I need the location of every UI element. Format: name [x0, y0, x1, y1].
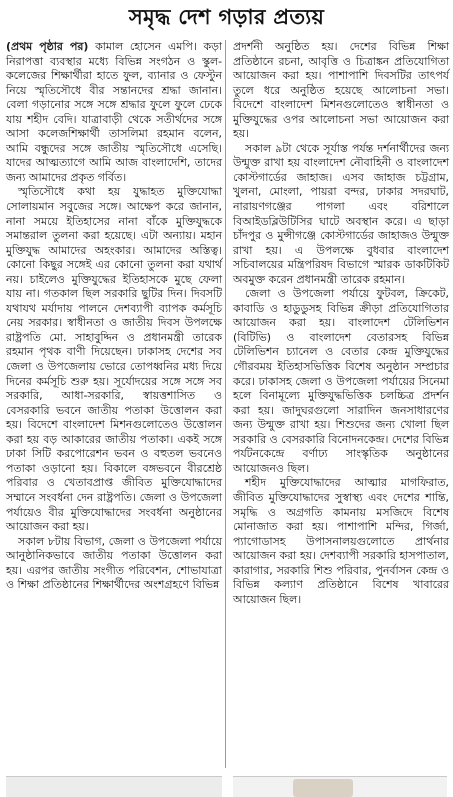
right-paragraph-2: সকাল ৯টা থেকে সূর্যাস্ত পর্যন্ত দর্শনার্থীদের জন্য উন্মুক্ত রাখা হয় বাংলাদেশ নৌবাহিনী ও বাংলাদেশ কোস্টগার্ডের জাহাজ। এসব জাহাজ চট্টগ্রাম, খুলনা, মোংলা, পায়রা বন্দর, ঢাকার সদরঘাট, নারায়ণগঞ্জের পাগলা এবং বরিশালে বিআইডব্লিউটিসির ঘাটে অবস্থান করে। এ ছাড়া চাঁদপুর ও মুন্সীগঞ্জে কোস্টগার্ডের জাহাজও উন্মুক্ত রাখা হয়। এ উপলক্ষে বুধবার বাংলাদেশ সচিবালয়ের মন্ত্রিপরিষদ বিভাগে স্মারক ডাকটিকিট অবমুক্ত করেন প্রধানমন্ত্রী তারেক রহমান। — [233, 141, 449, 286]
continuation-label: (প্রথম পৃষ্ঠার পর) — [6, 40, 89, 53]
left-paragraph-3: সকাল ৮টায় বিভাগ, জেলা ও উপজেলা পর্যায়ে আনুষ্ঠানিকভাবে জাতীয় পতাকা উত্তোলন করা হয়। এরপর জাতীয় সংগীত পরিবেশন, শোভাযাত্রা ও শিক্ষা প্রতিষ্ঠানের শিক্ষার্থীদের অংশগ্রহণে বিভিন্ন — [6, 534, 222, 592]
left-paragraph-2: স্মৃতিসৌধে কথা হয় যুদ্ধাহত মুক্তিযোদ্ধা সোলায়মান সবুজের সঙ্গে। আক্ষেপ করে জানান, নানা সময়ে ইতিহাসের নানা বাঁকে মুক্তিযুদ্ধকে সমান্তরাল তুলনা করা হয়েছে। এটা অন্যায়। মহান মুক্তিযুদ্ধ আমাদের অহংকার। আমাদের অস্তিত্ব। কোনো কিছুর সঙ্গেই এর কোনো তুলনা করা যথার্থ নয়। চাইলেও মুক্তিযুদ্ধের ইতিহাসকে মুছে ফেলা যায় না। গতকাল ছিল সরকারি ছুটির দিন। দিবসটি যথাযথ মর্যাদায় পালনে দেশব্যাপী ব্যাপক কর্মসূচি নেয় সরকার। স্বাধীনতা ও জাতীয় দিবস উপলক্ষে রাষ্ট্রপতি মো. সাহাবুদ্দিন ও প্রধানমন্ত্রী তারেক রহমান পৃথক বাণী দিয়েছেন। ঢাকাসহ দেশের সব জেলা ও উপজেলায় ভোরে তোপধ্বনির মধ্য দিয়ে দিনের কর্মসূচি শুরু হয়। সূর্যোদয়ের সঙ্গে সঙ্গে সব সরকারি, আধা-সরকারি, স্বায়ত্তশাসিত ও বেসরকারি ভবনে জাতীয় পতাকা উত্তোলন করা হয়। বিদেশে বাংলাদেশ মিশনগুলোতেও উত্তোলন করা হয় বড় আকারের জাতীয় পতাকা। একই সঙ্গে ঢাকা সিটি করপোরেশন ভবন ও বহুতল ভবনেও পতাকা ওড়ানো হয়। বিকালে বঙ্গভবনে বীরশ্রেষ্ঠ পরিবার ও খেতাবপ্রাপ্ত জীবিত মুক্তিযোদ্ধাদের সম্মানে সংবর্ধনা দেন রাষ্ট্রপতি। জেলা ও উপজেলা পর্যায়েও বীর মুক্তিযোদ্ধাদের সংবর্ধনা অনুষ্ঠানের আয়োজন করা হয়। — [6, 185, 222, 534]
bottom-image-strip-right — [233, 776, 447, 797]
left-article-column — [6, 40, 222, 593]
right-paragraph-4: শহীদ মুক্তিযোদ্ধাদের আত্মার মাগফিরাত, জীবিত মুক্তিযোদ্ধাদের সুস্বাস্থ্য এবং দেশের শান্তি, সমৃদ্ধি ও অগ্রগতি কামনায় মসজিদে বিশেষ মোনাজাত করা হয়। পাশাপাশি মন্দির, গির্জা, প্যাগোডাসহ উপাসনালয়গুলোতে প্রার্থনার আয়োজন করা হয়। দেশব্যাপী সরকারি হাসপাতাল, কারাগার, সরকারি শিশু পরিবার, পুনর্বাসন কেন্দ্র ও বিভিন্ন কল্যাণ প্রতিষ্ঠানে বিশেষ খাবারের আয়োজন ছিল। — [233, 476, 449, 606]
left-paragraph-1-text: কামাল হোসেন এমপি। কড়া নিরাপত্তা ব্যবস্থার মধ্যে বিভিন্ন সংগঠন ও স্কুল-কলেজের শিক্ষার্থীরা হাতে ফুল, ব্যানার ও ফেস্টুন নিয়ে স্মৃতিসৌধে বীর সন্তানদের শ্রদ্ধা জানান। বেলা গড়ানোর সঙ্গে সঙ্গে শ্রদ্ধার ফুলে ফুলে ঢেকে যায় শহীদ বেদি। যাত্রাবাড়ী থেকে সতীর্থদের সঙ্গে আসা কলেজশিক্ষার্থী তাসলিমা রহমান বলেন, আমি বন্ধুদের সঙ্গে জাতীয় স্মৃতিসৌধে এসেছি। যাদের আত্মত্যাগে আমি আজ বাংলাদেশি, তাদের জন্য আমাদের প্রকৃত গর্বিত। — [6, 40, 222, 184]
article-headline: সমৃদ্ধ দেশ গড়ার প্রত্যয় — [128, 4, 325, 29]
right-paragraph-3: জেলা ও উপজেলা পর্যায়ে ফুটবল, ক্রিকেট, কাবাডি ও হাডুডুসহ বিভিন্ন ক্রীড়া প্রতিযোগিতার আয়োজন করা হয়। বাংলাদেশ টেলিভিশন (বিটিভি) ও বাংলাদেশ বেতারসহ বিভিন্ন টেলিভিশন চ্যানেল ও বেতার কেন্দ্র মুক্তিযুদ্ধের গৌরবময় ইতিহাসভিত্তিক বিশেষ অনুষ্ঠান সম্প্রচার করে। ঢাকাসহ জেলা ও উপজেলা পর্যায়ের সিনেমা হলে বিনামূল্যে মুক্তিযুদ্ধভিত্তিক চলচ্চিত্র প্রদর্শন করা হয়। জাদুঘরগুলো সারাদিন জনসাধারণের জন্য উন্মুক্ত রাখা হয়। শিশুদের জন্য খোলা ছিল সরকারি ও বেসরকারি বিনোদনকেন্দ্র। দেশের বিভিন্ন পর্যটনকেন্দ্রে বর্ণাঢ্য সাংস্কৃতিক অনুষ্ঠানের আয়োজনও ছিল। — [233, 287, 449, 475]
left-paragraph-1 — [6, 40, 222, 185]
column-divider — [225, 40, 226, 768]
photo-thumbnail — [293, 779, 353, 797]
bottom-image-strip-left — [6, 776, 222, 797]
right-article-column — [233, 40, 449, 607]
right-paragraph-1: প্রদর্শনী অনুষ্ঠিত হয়। দেশের বিভিন্ন শিক্ষা প্রতিষ্ঠানে রচনা, আবৃত্তি ও চিত্রাঙ্কন প্রতিযোগিতা আয়োজন করা হয়। পাশাপাশি দিবসটির তাৎপর্য তুলে ধরে অনুষ্ঠিত হয়েছে আলোচনা সভা। বিদেশে বাংলাদেশ মিশনগুলোতেও স্বাধীনতা ও মুক্তিযুদ্ধের ওপর আলোচনা সভা আয়োজন করা হয়। — [233, 40, 449, 141]
